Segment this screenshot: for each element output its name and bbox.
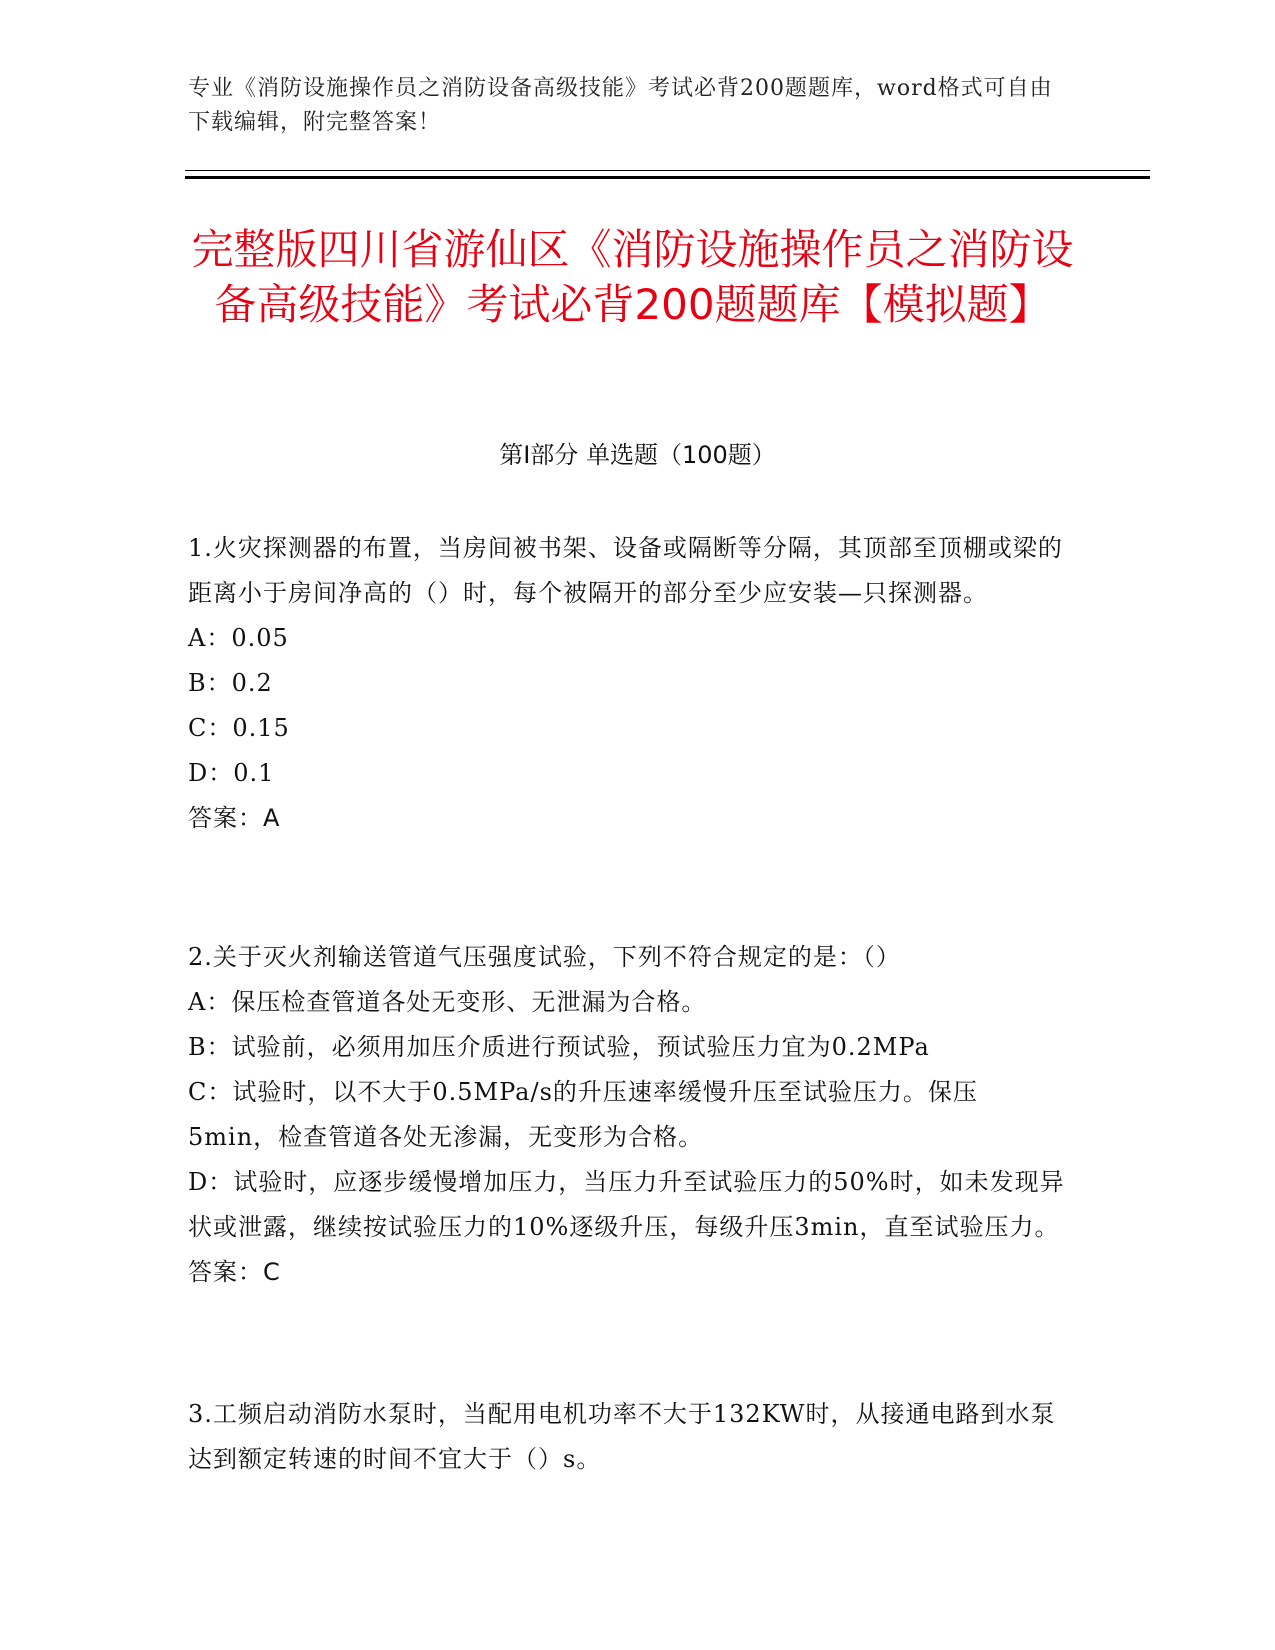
section-heading: 第I部分 单选题（100题） <box>499 441 776 469</box>
question-3 <box>188 1392 1068 1482</box>
header-divider-thick <box>185 176 1150 179</box>
header-note: 专业《消防设施操作员之消防设备高级技能》考试必背200题题库，word格式可自由下载编辑，附完整答案！ <box>188 76 1053 135</box>
header-divider-thin <box>185 170 1150 171</box>
question-1 <box>188 526 1068 841</box>
question-text: 1.火灾探测器的布置，当房间被书架、设备或隔断等分隔，其顶部至顶棚或梁的距离小于房间净高的（）时，每个被隔开的部分至少应安装—只探测器。 <box>188 534 1063 607</box>
option-a: A：0.05 <box>188 624 289 652</box>
option-d: D：试验时，应逐步缓慢增加压力，当压力升至试验压力的50%时，如未发现异状或泄露，继续按试验压力的10%逐级升压，每级升压3min，直至试验压力。 <box>188 1168 1065 1241</box>
question-text: 2.关于灭火剂输送管道气压强度试验，下列不符合规定的是：（） <box>188 943 901 971</box>
answer-line: 答案：A <box>188 804 281 832</box>
answer-line: 答案：C <box>188 1258 281 1286</box>
option-c: C：试验时，以不大于0.5MPa/s的升压速率缓慢升压至试验压力。保压5min，检查管道各处无渗漏，无变形为合格。 <box>188 1078 978 1151</box>
option-c: C：0.15 <box>188 714 290 742</box>
question-2 <box>188 935 1068 1295</box>
option-a: A：保压检查管道各处无变形、无泄漏为合格。 <box>188 988 707 1016</box>
document-title: 完整版四川省游仙区《消防设施操作员之消防设备高级技能》考试必背200题题库【模拟题】 <box>191 225 1074 329</box>
option-d: D：0.1 <box>188 759 275 787</box>
option-b: B：试验前，必须用加压介质进行预试验，预试验压力宜为0.2MPa <box>188 1033 930 1061</box>
option-b: B：0.2 <box>188 669 273 697</box>
question-text: 3.工频启动消防水泵时，当配用电机功率不大于132KW时，从接通电路到水泵达到额定转速的时间不宜大于（）s。 <box>188 1400 1056 1473</box>
